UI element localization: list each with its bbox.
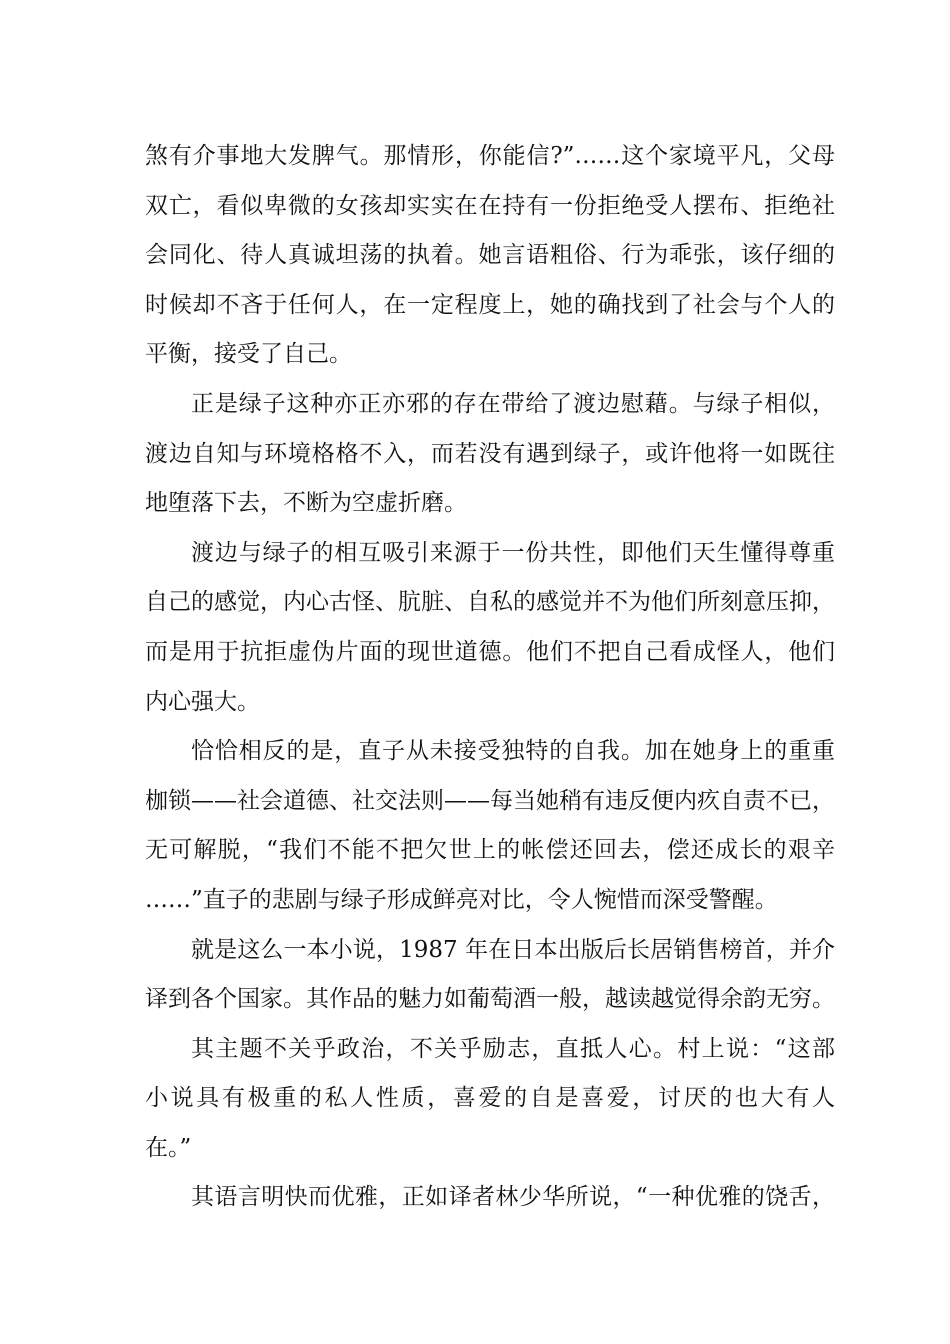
paragraph-first-line: 渡边与绿子的相互吸引来源于一份共性，即他们天生懂得尊重: [191, 539, 835, 566]
paragraph-first-line: 恰恰相反的是，直子从未接受独特的自我。加在她身上的重重: [191, 738, 835, 765]
body-text: [145, 132, 835, 1223]
text-line: 时候却不吝于任何人，在一定程度上，她的确找到了社会与个人的: [145, 291, 835, 318]
text-line: 在。”: [145, 1134, 192, 1161]
text-line: 枷锁——社会道德、社交法则——每当她稍有违反便内疚自责不已，: [145, 787, 835, 814]
paragraph-first-line: 其语言明快而优雅，正如译者林少华所说，“一种优雅的饶舌，: [191, 1184, 835, 1211]
text-line: 平衡，接受了自己。: [145, 341, 352, 368]
text-line: 地堕落下去，不断为空虚折磨。: [145, 490, 467, 517]
text-line: 而是用于抗拒虚伪片面的现世道德。他们不把自己看成怪人，他们: [145, 638, 835, 665]
text-line: 双亡，看似卑微的女孩却实实在在持有一份拒绝受人摆布、拒绝社: [145, 192, 835, 219]
text-line: 小说具有极重的私人性质，喜爱的自是喜爱，讨厌的也大有人: [145, 1085, 835, 1112]
paragraph-first-line: 正是绿子这种亦正亦邪的存在带给了渡边慰藉。与绿子相似，: [191, 390, 835, 417]
text-line: 渡边自知与环境格格不入，而若没有遇到绿子，或许他将一如既往: [145, 440, 835, 467]
text-line: 煞有介事地大发脾气。那情形，你能信?”……这个家境平凡，父母: [145, 143, 835, 169]
text-line: 会同化、待人真诚坦荡的执着。她言语粗俗、行为乖张，该仔细的: [145, 242, 835, 269]
text-line: 自己的感觉，内心古怪、肮脏、自私的感觉并不为他们所刻意压抑，: [145, 589, 835, 616]
text-line: 译到各个国家。其作品的魅力如葡萄酒一般，越读越觉得余韵无穷。: [145, 986, 835, 1013]
paragraph-first-line: 其主题不关乎政治，不关乎励志，直抵人心。村上说：“这部: [191, 1035, 835, 1062]
paragraph-first-line: 就是这么一本小说，1987 年在日本出版后长居销售榜首，并介: [191, 936, 835, 963]
text-line: ……”直子的悲剧与绿子形成鲜亮对比，令人惋惜而深受警醒。: [145, 886, 778, 913]
text-line: 无可解脱，“我们不能不把欠世上的帐偿还回去，偿还成长的艰辛: [145, 837, 835, 864]
text-line: 内心强大。: [145, 688, 260, 715]
